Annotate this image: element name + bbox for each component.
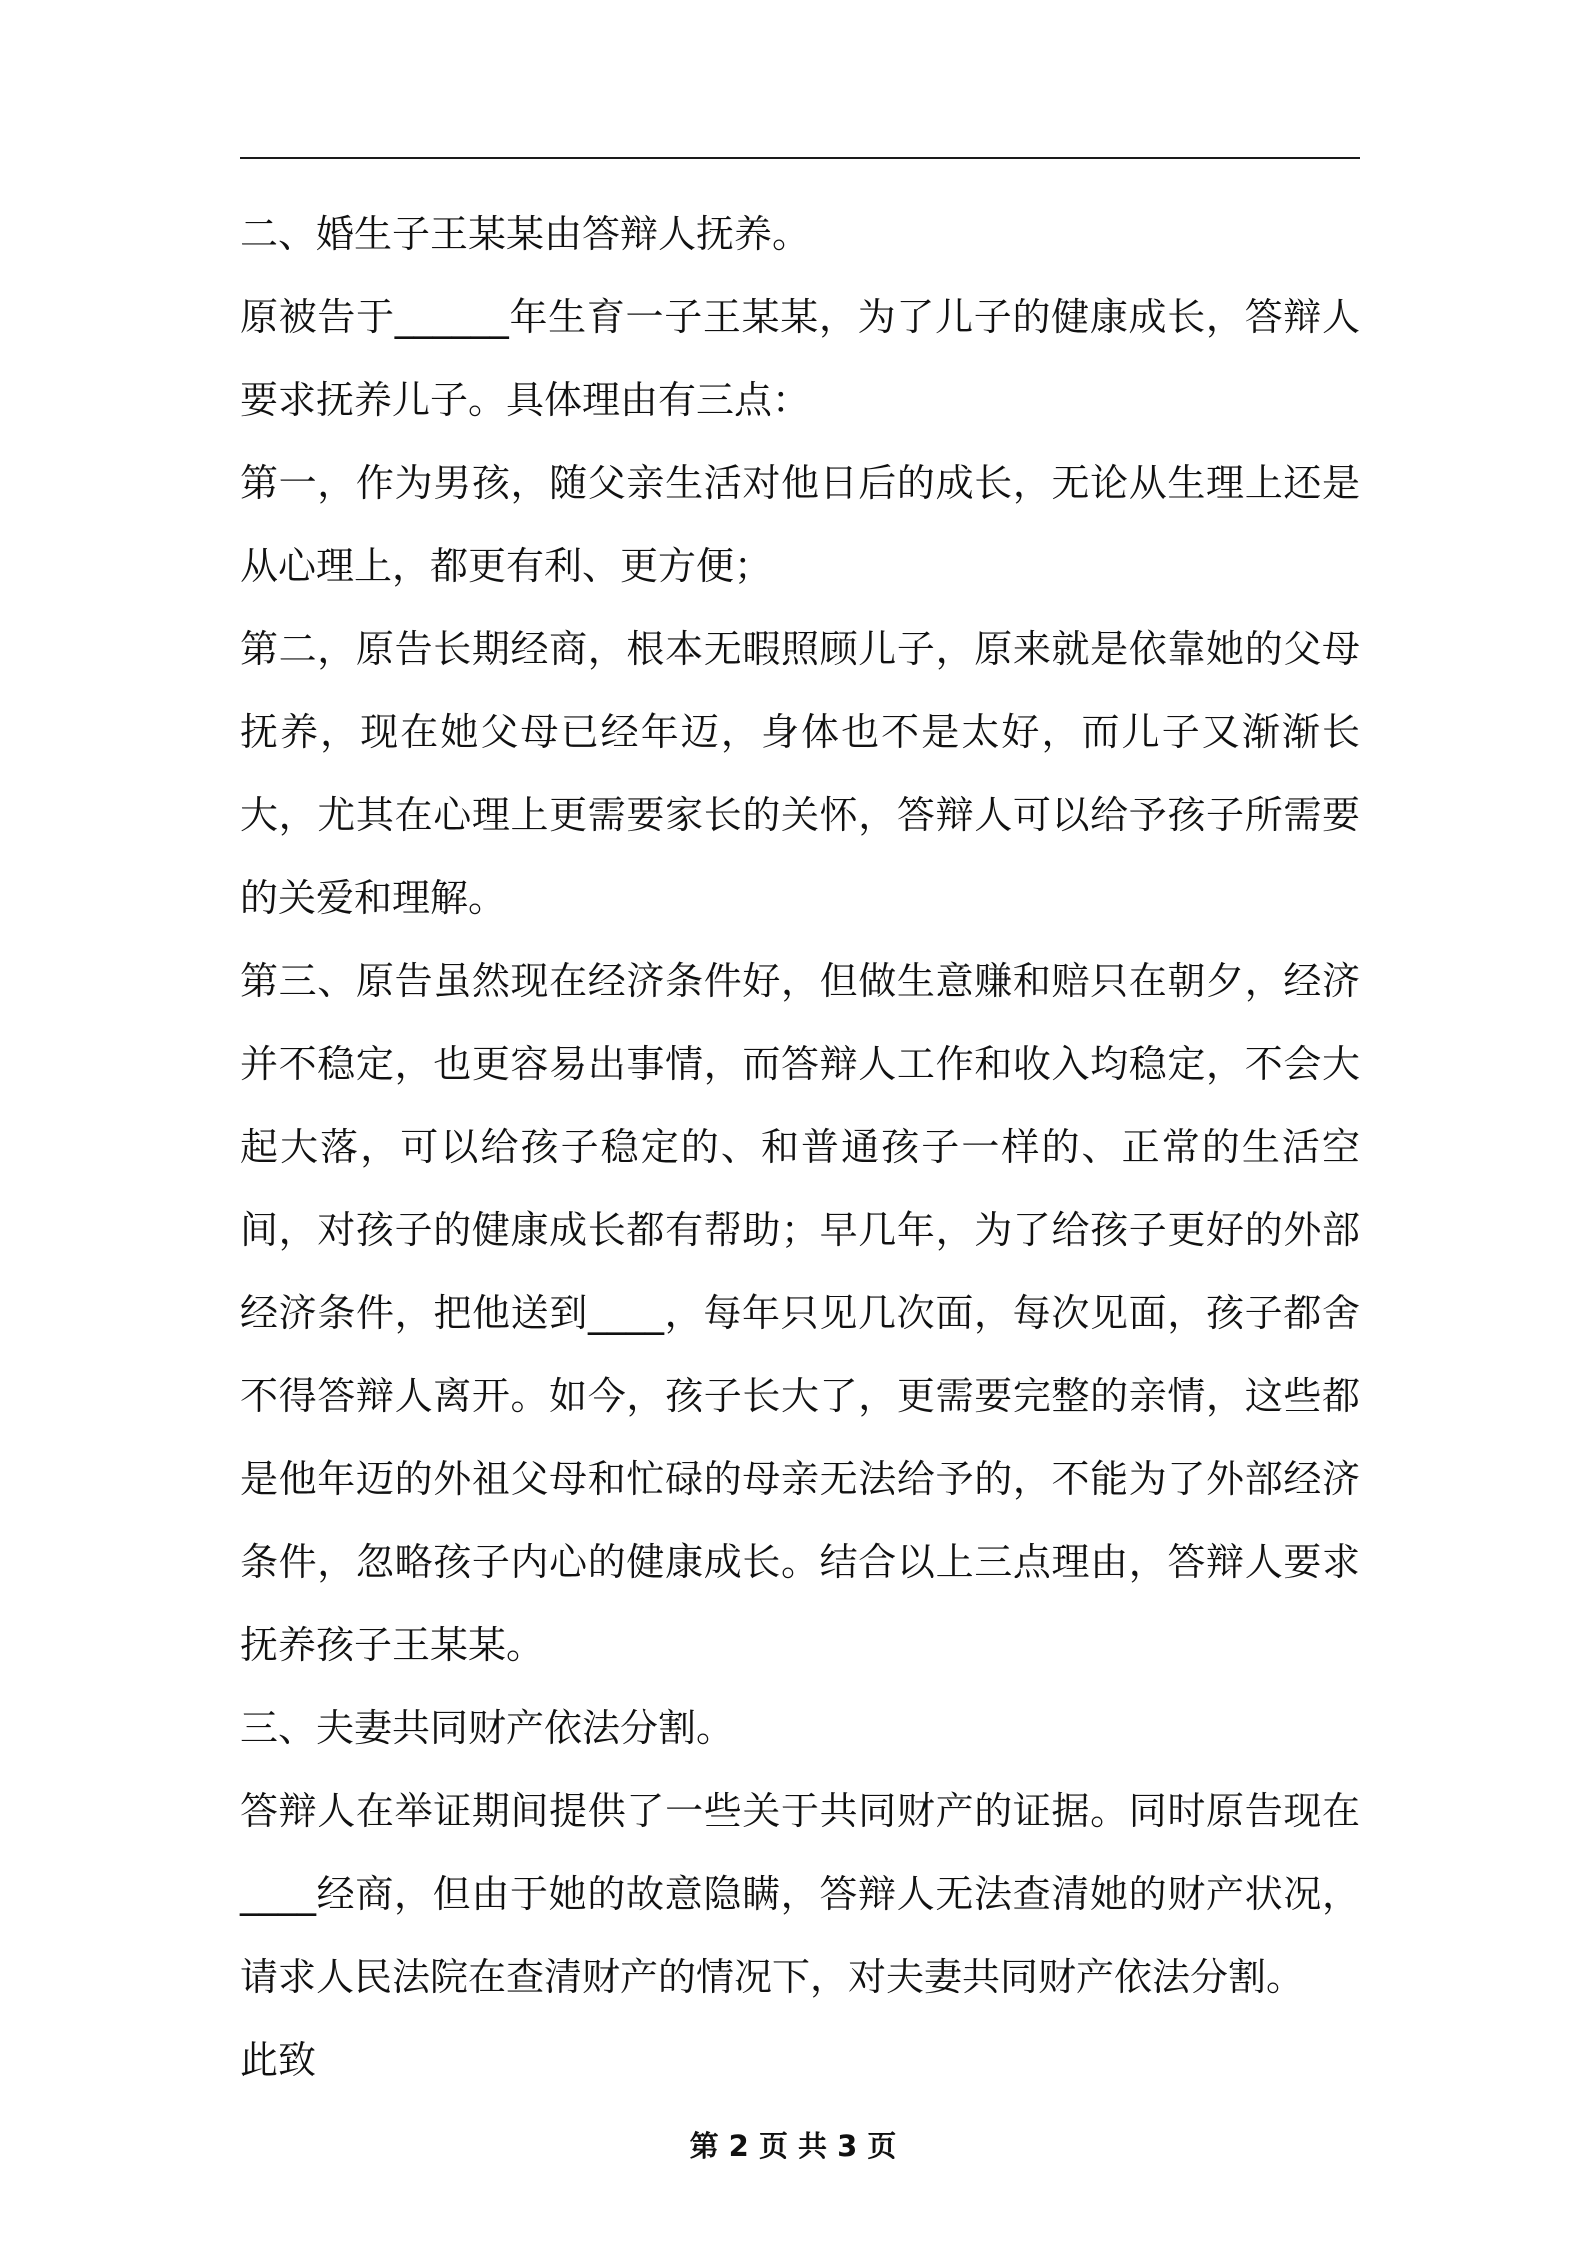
header-rule <box>240 157 1360 159</box>
paragraph-reason-third: 第三、原告虽然现在经济条件好，但做生意赚和赔只在朝夕，经济并不稳定，也更容易出事情，而答辩人工作和收入均稳定，不会大起大落，可以给孩子稳定的、和普通孩子一样的、正常的生活空间，对孩子的健康成长都有帮助；早几年，为了给孩子更好的外部经济条件，把他送到____，每年只见几次面，每次见面，孩子都舍不得答辩人离开。如今，孩子长大了，更需要完整的亲情，这些都是他年迈的外祖父母和忙碌的母亲无法给予的，不能为了外部经济条件，忽略孩子内心的健康成长。结合以上三点理由，答辩人要求抚养孩子王某某。 <box>240 959 1360 1667</box>
paragraph-reason-first: 第一，作为男孩，随父亲生活对他日后的成长，无论从生理上还是从心理上，都更有利、更方便； <box>240 461 1360 588</box>
document-body <box>240 193 1360 2102</box>
paragraph-reason-second: 第二，原告长期经商，根本无暇照顾儿子，原来就是依靠她的父母抚养，现在她父母已经年迈，身体也不是太好，而儿子又渐渐长大，尤其在心理上更需要家长的关怀，答辩人可以给予孩子所需要的关爱和理解。 <box>240 627 1360 920</box>
section-heading-custody: 二、婚生子王某某由答辩人抚养。 <box>240 212 811 256</box>
section-heading-property: 三、夫妻共同财产依法分割。 <box>240 1706 735 1750</box>
closing-salutation: 此致 <box>240 2038 317 2082</box>
page-number-footer: 第 2 页 共 3 页 <box>689 2129 897 2163</box>
paragraph-custody-request: 原被告于______年生育一子王某某，为了儿子的健康成长，答辩人要求抚养儿子。具体理由有三点： <box>240 295 1360 422</box>
paragraph-property-division: 答辩人在举证期间提供了一些关于共同财产的证据。同时原告现在____经商，但由于她的故意隐瞒，答辩人无法查清她的财产状况，请求人民法院在查清财产的情况下，对夫妻共同财产依法分割。 <box>240 1789 1360 1999</box>
